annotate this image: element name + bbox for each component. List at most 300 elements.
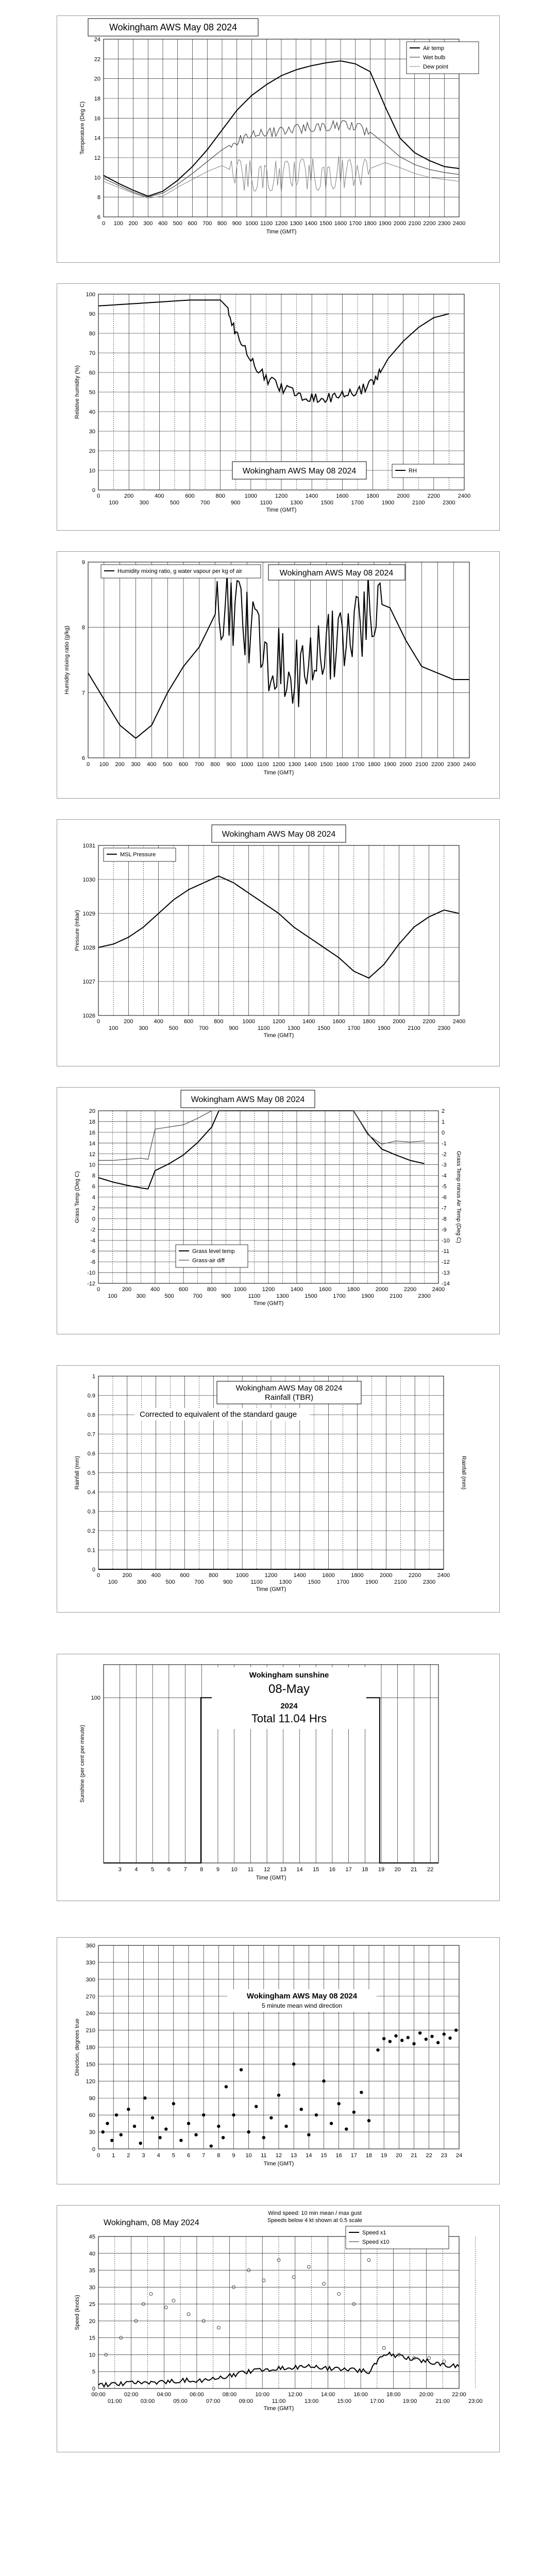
- wdir-chart-subtitle: 5 minute mean wind direction: [261, 2002, 343, 2009]
- y-tick-label: 50: [89, 389, 95, 396]
- x-tick-label: 100: [113, 221, 123, 227]
- y-right-axis-label: Grass Temp minus Air Temp (Deg C): [455, 1151, 462, 1243]
- y-tick-label: 8: [92, 1173, 95, 1179]
- x-tick-label-bottom: 1300: [287, 1025, 300, 1031]
- x-tick-label: 2300: [447, 761, 460, 768]
- x-tick-label: 13: [280, 1867, 286, 1873]
- y-right-tick-label: -14: [442, 1281, 450, 1287]
- x-tick-label-bottom: 500: [164, 1293, 174, 1299]
- x-tick-label-top: 1600: [332, 1019, 345, 1025]
- y-tick-label: 210: [86, 2027, 95, 2034]
- x-tick-label-top: 200: [124, 1019, 133, 1025]
- y-tick-label: 300: [86, 1976, 95, 1983]
- x-tick-label: 300: [143, 221, 153, 227]
- x-tick-label-top: 2200: [408, 1572, 421, 1579]
- y-right-tick-label: -6: [442, 1194, 447, 1201]
- x-tick-label-top: 1400: [293, 1572, 307, 1579]
- wind-direction-point: [217, 2125, 220, 2128]
- x-tick-label-top: 1200: [262, 1286, 275, 1293]
- x-tick-label-bottom: 21:00: [435, 2398, 450, 2404]
- temperature-plot-area: [79, 37, 479, 235]
- series-line-1: [106, 2260, 444, 2362]
- x-tick-label: 15: [320, 2153, 327, 2159]
- x-tick-label: 500: [173, 221, 182, 227]
- x-tick-label: 15: [313, 1867, 319, 1873]
- rh-plot-area: [74, 292, 470, 513]
- wspd-chart-title: Wokingham, 08 May 2024: [104, 2218, 199, 2227]
- wind-direction-point: [400, 2039, 403, 2042]
- x-tick-label-bottom: 1100: [258, 1025, 270, 1031]
- x-tick-label: 200: [115, 761, 125, 768]
- x-tick-label-top: 2200: [403, 1286, 417, 1293]
- x-tick-label-top: 800: [215, 493, 225, 499]
- x-tick-label: 900: [226, 761, 236, 768]
- x-tick-label-bottom: 1700: [333, 1293, 346, 1299]
- x-tick-label-bottom: 2300: [422, 1579, 436, 1585]
- wind-direction-point: [225, 2085, 228, 2088]
- x-tick-label-bottom: 11:00: [272, 2398, 286, 2404]
- sun-chart-year: 2024: [280, 1702, 298, 1710]
- x-tick-label-bottom: 15:00: [337, 2398, 352, 2404]
- x-tick-label: 22: [426, 2153, 432, 2159]
- legend-box: [346, 2226, 449, 2249]
- y-tick-label: 5: [92, 2369, 95, 2376]
- y-tick-label: 0.2: [87, 1528, 95, 1534]
- x-tick-label: 16: [329, 1867, 336, 1873]
- x-tick-label: 2100: [415, 761, 428, 768]
- y-tick-label: 40: [89, 409, 95, 415]
- temperature-chart: [57, 16, 499, 262]
- rainfall-chart-panel: [57, 1365, 500, 1613]
- x-tick-label-bottom: 1700: [351, 500, 364, 506]
- x-tick-label: 7: [183, 1867, 187, 1873]
- x-tick-label: 4: [157, 2153, 160, 2159]
- wind-direction-point: [210, 2144, 213, 2147]
- gust-point: [262, 2279, 265, 2282]
- y-tick-label: 240: [86, 2010, 95, 2017]
- x-tick-label: 2000: [393, 221, 407, 227]
- x-tick-label: 1500: [320, 761, 333, 768]
- wind-direction-point: [232, 2113, 235, 2116]
- x-tick-label-top: 600: [180, 1572, 190, 1579]
- y-axis-label: Temperature (Deg C): [79, 101, 86, 155]
- x-tick-label: 0: [96, 2153, 100, 2159]
- grass-chart: [57, 1088, 499, 1334]
- x-tick-label-top: 08:00: [222, 2392, 237, 2398]
- y-tick-label: 90: [89, 311, 95, 317]
- wind-direction-point: [367, 2119, 370, 2122]
- x-tick-label: 800: [210, 761, 220, 768]
- x-tick-label: 11: [261, 2153, 267, 2159]
- y-tick-label: 8: [97, 194, 100, 201]
- y-right-tick-label: -10: [442, 1238, 450, 1244]
- wind-direction-point: [307, 2133, 310, 2136]
- sun-chart-date: 08-May: [268, 1682, 310, 1696]
- x-tick-label-top: 18:00: [386, 2392, 401, 2398]
- y-tick-label: 1028: [82, 945, 95, 951]
- y-right-tick-label: 2: [442, 1108, 445, 1114]
- wind-direction-point: [337, 2102, 340, 2105]
- wind-direction-point: [202, 2113, 205, 2116]
- x-tick-label-bottom: 1700: [347, 1025, 361, 1031]
- x-tick-label-bottom: 2300: [437, 1025, 451, 1031]
- x-tick-label: 900: [232, 221, 242, 227]
- gust-point: [172, 2299, 175, 2302]
- y-tick-label: 0.4: [87, 1489, 95, 1496]
- x-tick-label-bottom: 900: [229, 1025, 239, 1031]
- wind-direction-plot-area: [74, 1943, 462, 2167]
- x-tick-label: 1900: [379, 221, 392, 227]
- x-tick-label: 2100: [408, 221, 421, 227]
- x-tick-label: 1400: [305, 221, 317, 227]
- x-tick-label-top: 2200: [427, 493, 441, 499]
- x-tick-label-top: 1000: [235, 1572, 249, 1579]
- y-tick-label: 0.1: [87, 1547, 95, 1554]
- x-tick-label-top: 2000: [393, 1019, 405, 1025]
- x-tick-label: 8: [217, 2153, 221, 2159]
- x-tick-label: 2: [127, 2153, 130, 2159]
- y-tick-label: 1: [92, 1374, 95, 1380]
- x-tick-label: 0: [86, 761, 90, 768]
- y-tick-label: 18: [94, 96, 100, 102]
- x-tick-label: 21: [411, 2153, 417, 2159]
- y-tick-label: 30: [89, 2129, 95, 2136]
- wind-speed-chart: [57, 2206, 499, 2452]
- x-tick-label-bottom: 300: [139, 500, 149, 506]
- x-tick-label-bottom: 2300: [418, 1293, 431, 1299]
- y-right-tick-label: 0: [442, 1129, 445, 1136]
- x-tick-label: 11: [247, 1867, 254, 1873]
- x-tick-label-top: 200: [122, 1572, 132, 1579]
- series-line-1: [98, 1111, 425, 1160]
- x-tick-label-top: 1400: [305, 493, 318, 499]
- grass-chart-panel: [57, 1087, 500, 1334]
- x-tick-label-bottom: 700: [193, 1293, 202, 1299]
- wind-direction-point: [110, 2139, 113, 2142]
- x-tick-label-bottom: 500: [165, 1579, 175, 1585]
- x-tick-label-bottom: 13:00: [304, 2398, 319, 2404]
- x-tick-label-top: 12:00: [288, 2392, 302, 2398]
- y-tick-label: 45: [89, 2234, 95, 2240]
- x-tick-label-top: 04:00: [157, 2392, 172, 2398]
- y-tick-label: 2: [92, 1205, 95, 1212]
- pressure-chart-title: Wokingham AWS May 08 2024: [222, 830, 336, 839]
- gust-point: [149, 2292, 153, 2295]
- legend-label: Speed x1: [362, 2230, 386, 2236]
- rain-chart-subtitle: Rainfall (TBR): [264, 1393, 314, 1402]
- x-tick-label-bottom: 19:00: [402, 2398, 417, 2404]
- x-axis-label: Time (GMT): [263, 2161, 294, 2167]
- x-tick-label: 23: [441, 2153, 447, 2159]
- x-tick-label-top: 200: [124, 493, 134, 499]
- y-right-tick-label: -3: [442, 1162, 447, 1168]
- pressure-plot-area: [74, 825, 465, 1039]
- y-tick-label: 6: [81, 755, 85, 761]
- y-tick-label: 1027: [82, 979, 95, 985]
- wind-direction-point: [443, 2032, 446, 2036]
- wind-direction-point: [376, 2048, 379, 2052]
- x-tick-label-top: 1600: [336, 493, 349, 499]
- y-right-tick-label: -1: [442, 1140, 447, 1147]
- y-tick-label: 30: [89, 429, 95, 435]
- gust-point: [292, 2276, 295, 2279]
- x-tick-label-bottom: 1100: [250, 1579, 263, 1585]
- wind-direction-point: [345, 2127, 348, 2130]
- y-tick-label: 1030: [82, 877, 95, 883]
- temperature-chart-title: Wokingham AWS May 08 2024: [109, 22, 238, 32]
- x-axis-label: Time (GMT): [266, 507, 297, 513]
- x-tick-label: 9: [232, 2153, 235, 2159]
- x-tick-label: 1900: [383, 761, 397, 768]
- x-tick-label: 17: [350, 2153, 357, 2159]
- x-tick-label: 1700: [351, 761, 365, 768]
- y-tick-label: 0: [92, 1567, 95, 1573]
- legend-label: RH: [409, 468, 417, 474]
- x-tick-label-bottom: 1100: [248, 1293, 261, 1299]
- y-axis-label: Speed (knots): [74, 2295, 80, 2330]
- wind-direction-point: [172, 2102, 175, 2105]
- sun-chart-total: Total 11.04 Hrs: [251, 1712, 327, 1725]
- y-tick-label: 0.3: [87, 1509, 95, 1515]
- wind-direction-point: [102, 2130, 105, 2133]
- y-right-tick-label: -7: [442, 1205, 447, 1212]
- y-tick-label: 0.8: [87, 1412, 95, 1418]
- x-tick-label-top: 400: [151, 1572, 161, 1579]
- y-tick-label: 25: [89, 2301, 95, 2308]
- y-tick-label: 0: [92, 487, 95, 494]
- x-tick-label-bottom: 2300: [443, 500, 455, 506]
- wind-direction-point: [430, 2035, 433, 2038]
- wind-direction-point: [115, 2113, 118, 2116]
- x-tick-label: 2000: [399, 761, 412, 768]
- x-tick-label-bottom: 05:00: [173, 2398, 188, 2404]
- y-tick-label: 80: [89, 331, 95, 337]
- y-tick-label: 0.6: [87, 1451, 95, 1457]
- x-tick-label-bottom: 1900: [365, 1579, 378, 1585]
- rh-chart: [57, 284, 499, 530]
- x-tick-label: 2400: [463, 761, 476, 768]
- x-tick-label-top: 0: [96, 1286, 100, 1293]
- y-tick-label: 100: [91, 1695, 100, 1702]
- x-tick-label: 1600: [334, 221, 347, 227]
- x-tick-label: 600: [188, 221, 197, 227]
- y-tick-label: -8: [90, 1259, 95, 1266]
- x-tick-label-top: 800: [209, 1572, 218, 1579]
- y-tick-label: 4: [92, 1194, 95, 1201]
- y-tick-label: 35: [89, 2267, 95, 2274]
- x-tick-label: 6: [187, 2153, 191, 2159]
- wind-direction-point: [179, 2139, 182, 2142]
- x-tick-label: 3: [118, 1867, 122, 1873]
- gust-point: [367, 2259, 370, 2262]
- x-tick-label-bottom: 300: [139, 1025, 148, 1031]
- x-tick-label-top: 1800: [366, 493, 379, 499]
- y-tick-label: 6: [97, 214, 100, 221]
- mixing-ratio-plot-area: [64, 560, 476, 776]
- y-axis-label: Humidity mixing ratio (g/kg): [64, 625, 70, 694]
- x-tick-label-bottom: 1500: [320, 500, 333, 506]
- y-tick-label: -2: [90, 1227, 95, 1233]
- x-tick-label: 8: [200, 1867, 204, 1873]
- wind-direction-point: [284, 2125, 288, 2128]
- wind-speed-plot-area: [74, 2210, 483, 2412]
- y-axis-label: Sunshine (per cent per minute): [79, 1724, 86, 1803]
- wind-direction-point: [194, 2133, 197, 2136]
- rh-chart-title: Wokingham AWS May 08 2024: [242, 467, 357, 476]
- x-tick-label-bottom: 2100: [390, 1293, 402, 1299]
- x-tick-label-bottom: 900: [221, 1293, 231, 1299]
- wind-speed-chart-panel: [57, 2205, 500, 2452]
- wind-direction-point: [222, 2136, 225, 2139]
- x-tick-label: 1000: [245, 221, 258, 227]
- y-tick-label: 0.9: [87, 1393, 95, 1399]
- x-tick-label: 1: [112, 2153, 115, 2159]
- wind-direction-point: [388, 2040, 392, 2043]
- wind-direction-point: [262, 2136, 265, 2139]
- x-tick-label: 400: [158, 221, 168, 227]
- x-tick-label: 4: [134, 1867, 138, 1873]
- y-tick-label: 9: [81, 560, 85, 566]
- x-tick-label-top: 1600: [322, 1572, 335, 1579]
- y-right-axis-label: Rainfall (mm): [461, 1455, 467, 1490]
- y-tick-label: 330: [86, 1959, 95, 1966]
- x-tick-label-top: 1200: [275, 493, 288, 499]
- wind-direction-point: [407, 2036, 410, 2039]
- y-tick-label: 10: [94, 175, 100, 181]
- x-tick-label-top: 800: [207, 1286, 217, 1293]
- x-tick-label-top: 0: [96, 1572, 100, 1579]
- x-axis-label: Time (GMT): [263, 770, 294, 776]
- x-tick-label: 700: [194, 761, 205, 768]
- x-tick-label: 1300: [288, 761, 301, 768]
- y-right-tick-label: -11: [442, 1248, 450, 1255]
- wind-direction-point: [269, 2116, 273, 2119]
- y-tick-label: 20: [89, 448, 95, 454]
- wind-direction-point: [106, 2122, 109, 2125]
- wind-direction-point: [322, 2079, 325, 2082]
- x-tick-label-top: 22:00: [452, 2392, 466, 2398]
- x-tick-label-top: 1200: [264, 1572, 278, 1579]
- y-tick-label: 12: [89, 1151, 95, 1158]
- x-tick-label-top: 2400: [432, 1286, 445, 1293]
- y-tick-label: 0.5: [87, 1470, 95, 1477]
- x-tick-label-bottom: 1500: [308, 1579, 320, 1585]
- x-tick-label-bottom: 09:00: [239, 2398, 253, 2404]
- y-tick-label: 24: [94, 37, 100, 43]
- x-tick-label-top: 1200: [272, 1019, 285, 1025]
- x-tick-label: 1500: [319, 221, 332, 227]
- wind-direction-point: [247, 2130, 250, 2133]
- x-tick-label: 18: [362, 1867, 368, 1873]
- x-tick-label: 700: [202, 221, 212, 227]
- x-tick-label-top: 400: [154, 1019, 163, 1025]
- y-tick-label: -12: [87, 1281, 95, 1287]
- x-tick-label-bottom: 100: [108, 1293, 117, 1299]
- wind-direction-point: [412, 2042, 415, 2045]
- y-right-tick-label: -2: [442, 1151, 447, 1158]
- wspd-chart-subtitle: Wind speed: 10 min mean / max gust: [268, 2210, 362, 2216]
- x-tick-label-top: 400: [155, 493, 164, 499]
- wind-direction-point: [436, 2041, 439, 2044]
- wind-direction-point: [292, 2062, 295, 2065]
- x-tick-label: 100: [99, 761, 109, 768]
- x-axis-label: Time (GMT): [256, 1586, 286, 1592]
- x-tick-label: 2200: [423, 221, 436, 227]
- y-right-tick-label: 1: [442, 1118, 445, 1125]
- x-tick-label-top: 1400: [290, 1286, 303, 1293]
- series-line-0: [98, 300, 449, 402]
- y-right-tick-label: -9: [442, 1227, 447, 1233]
- legend-label: Grass level temp: [192, 1248, 235, 1255]
- y-tick-label: 0: [92, 2146, 95, 2153]
- wind-direction-point: [151, 2116, 154, 2119]
- x-tick-label: 200: [128, 221, 138, 227]
- x-tick-label-top: 00:00: [91, 2392, 106, 2398]
- x-tick-label-top: 0: [96, 1019, 100, 1025]
- x-tick-label-top: 20:00: [419, 2392, 434, 2398]
- y-tick-label: 30: [89, 2284, 95, 2291]
- wind-direction-point: [330, 2122, 333, 2125]
- y-tick-label: 0: [92, 2386, 95, 2392]
- x-tick-label: 400: [147, 761, 157, 768]
- x-tick-label: 14: [296, 1867, 303, 1873]
- y-right-tick-label: -5: [442, 1183, 447, 1190]
- x-tick-label: 14: [306, 2153, 312, 2159]
- gust-point: [382, 2346, 385, 2349]
- wind-direction-point: [187, 2122, 190, 2125]
- wind-direction-point: [360, 2091, 363, 2094]
- wind-direction-point: [277, 2094, 280, 2097]
- wspd-chart-subtitle-2: Speeds below 4 kt shown at 0.5 scale: [267, 2217, 363, 2224]
- x-tick-label-bottom: 100: [108, 1025, 119, 1031]
- wind-direction-point: [164, 2127, 167, 2130]
- x-tick-label-bottom: 900: [231, 500, 241, 506]
- x-tick-label: 300: [131, 761, 141, 768]
- legend-label: Humidity mixing ratio, g water vapour per kg of air: [117, 568, 243, 574]
- x-tick-label-bottom: 700: [198, 1025, 209, 1031]
- x-tick-label-bottom: 01:00: [108, 2398, 122, 2404]
- x-tick-label-bottom: 1900: [361, 1293, 374, 1299]
- rainfall-chart: [57, 1366, 499, 1612]
- x-tick-label-bottom: 300: [136, 1293, 146, 1299]
- x-tick-label: 1100: [257, 761, 269, 768]
- y-tick-label: 10: [89, 2352, 95, 2359]
- x-tick-label-bottom: 500: [168, 1025, 179, 1031]
- x-axis-label: Time (GMT): [256, 1875, 286, 1881]
- gust-point: [337, 2292, 341, 2295]
- x-tick-label-bottom: 23:00: [468, 2398, 483, 2404]
- x-tick-label: 20: [394, 1867, 401, 1873]
- x-tick-label-bottom: 1900: [381, 500, 395, 506]
- x-tick-label-bottom: 1500: [305, 1293, 317, 1299]
- y-right-tick-label: -4: [442, 1173, 447, 1179]
- temperature-chart-panel: [57, 15, 500, 263]
- y-tick-label: -6: [90, 1248, 95, 1255]
- y-tick-label: 90: [89, 2095, 95, 2102]
- x-tick-label: 5: [151, 1867, 155, 1873]
- x-tick-label: 19: [378, 1867, 385, 1873]
- wind-direction-point: [418, 2031, 421, 2035]
- y-tick-label: 15: [89, 2335, 95, 2342]
- y-tick-label: 60: [89, 2112, 95, 2119]
- y-tick-label: 10: [89, 1162, 95, 1168]
- x-tick-label-bottom: 100: [108, 1579, 118, 1585]
- rain-chart-title: Wokingham AWS May 08 2024: [235, 1384, 343, 1393]
- wind-direction-point: [300, 2108, 303, 2111]
- x-tick-label-bottom: 17:00: [370, 2398, 384, 2404]
- x-tick-label: 18: [365, 2153, 373, 2159]
- gust-point: [323, 2282, 326, 2285]
